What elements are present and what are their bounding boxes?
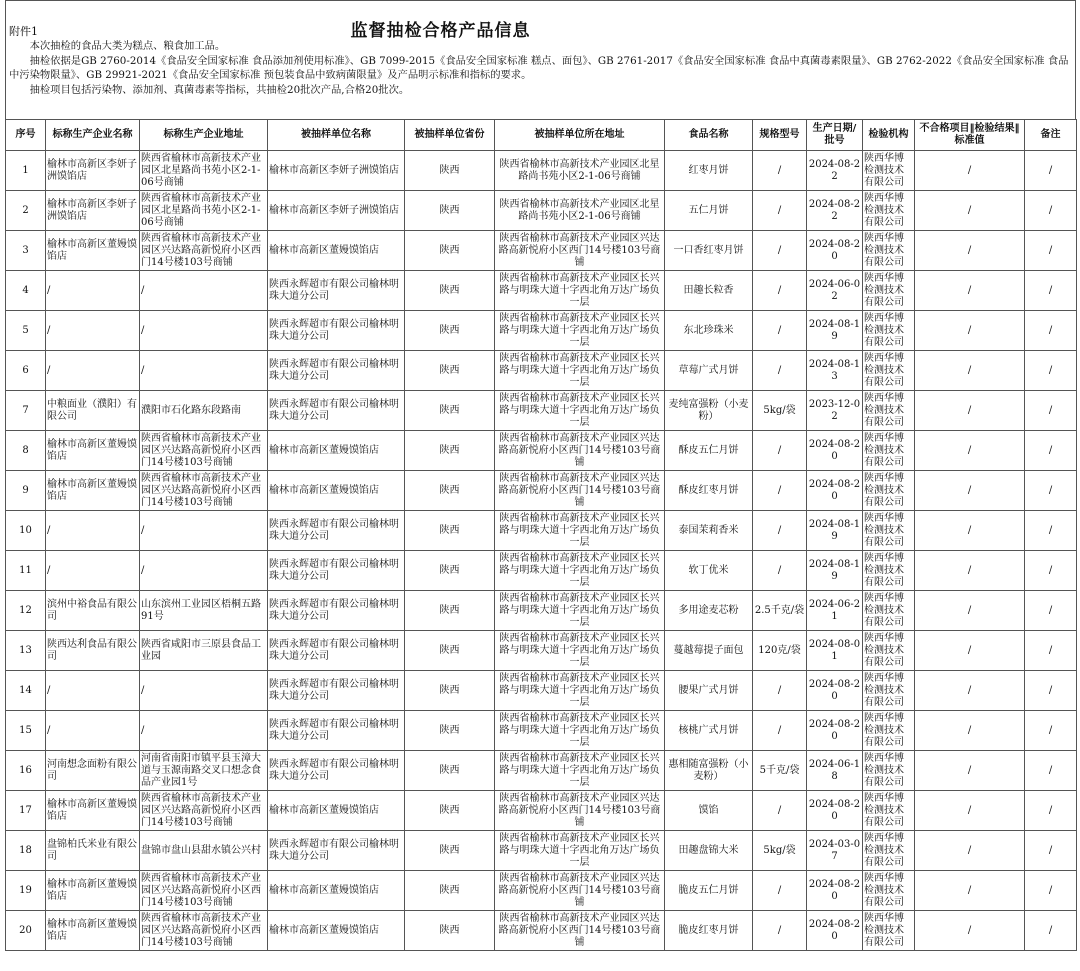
table-cell: 陕西华博检测技术有限公司 [863, 231, 915, 271]
table-cell: 榆林市高新区董嫚馍馅店 [268, 871, 405, 911]
table-cell: 榆林市高新区董嫚馍馅店 [268, 231, 405, 271]
table-cell: / [915, 671, 1025, 711]
table-cell: / [915, 431, 1025, 471]
table-row [6, 231, 1077, 271]
table-cell: 陕西 [405, 231, 495, 271]
column-header: 生产日期/批号 [807, 120, 863, 151]
table-cell: 多用途麦芯粉 [665, 591, 753, 631]
table-cell: / [140, 351, 268, 391]
table-cell: 2024-08-20 [807, 711, 863, 751]
table-cell: 核桃广式月饼 [665, 711, 753, 751]
table-cell: / [915, 471, 1025, 511]
annex-label: 附件1 [9, 25, 38, 38]
table-cell: 2024-08-19 [807, 511, 863, 551]
table-cell: 2024-08-01 [807, 631, 863, 671]
table-cell: 陕西省榆林市高新技术产业园区长兴路与明珠大道十字西北角万达广场负一层 [495, 751, 665, 791]
table-cell: 陕西 [405, 271, 495, 311]
column-header: 备注 [1025, 120, 1077, 151]
table-cell: 脆皮五仁月饼 [665, 871, 753, 911]
table-cell: 陕西省榆林市高新技术产业园区兴达路高新悦府小区西门14号楼103号商铺 [140, 231, 268, 271]
table-cell: / [46, 351, 140, 391]
table-cell: / [1025, 871, 1077, 911]
table-cell: / [46, 271, 140, 311]
table-cell: 陕西华博检测技术有限公司 [863, 871, 915, 911]
table-cell: 酥皮五仁月饼 [665, 431, 753, 471]
table-cell: 泰国茉莉香米 [665, 511, 753, 551]
table-cell: 19 [6, 871, 46, 911]
table-cell: / [140, 551, 268, 591]
table-cell: 山东滨州工业园区梧桐五路91号 [140, 591, 268, 631]
table-cell: 陕西永辉超市有限公司榆林明珠大道分公司 [268, 671, 405, 711]
table-cell: 红枣月饼 [665, 151, 753, 191]
table-cell: 陕西 [405, 591, 495, 631]
table-cell: 陕西省榆林市高新技术产业园区长兴路与明珠大道十字西北角万达广场负一层 [495, 351, 665, 391]
table-cell: / [1025, 391, 1077, 431]
table-cell: 陕西 [405, 871, 495, 911]
table-cell: 陕西华博检测技术有限公司 [863, 591, 915, 631]
table-cell: 9 [6, 471, 46, 511]
table-cell: 陕西省榆林市高新技术产业园区长兴路与明珠大道十字西北角万达广场负一层 [495, 631, 665, 671]
table-cell: 2023-12-02 [807, 391, 863, 431]
table-cell: 陕西 [405, 911, 495, 951]
table-cell: 陕西华博检测技术有限公司 [863, 551, 915, 591]
table-cell: 榆林市高新区董嫚馍馅店 [46, 231, 140, 271]
table-cell: 陕西省榆林市高新技术产业园区长兴路与明珠大道十字西北角万达广场负一层 [495, 831, 665, 871]
table-cell: / [915, 351, 1025, 391]
intro-line: 抽检依据是GB 2760-2014《食品安全国家标准 食品添加剂使用标准》、GB 7099-2015《食品安全国家标准 糕点、面包》、GB 2761-2017《食品安全国家标准 食品中真菌毒素限量》、GB 2762-2022《食品安全国家标准 食品中污染物限量》、GB 29921-2021《食品安全国家标准 预包装食品中致病菌限量》及产品明示标准和指标的要求。 [9, 54, 1069, 82]
table-cell: / [753, 551, 807, 591]
table-cell: 陕西 [405, 351, 495, 391]
table-cell: 16 [6, 751, 46, 791]
table-cell: 2024-08-20 [807, 911, 863, 951]
table-cell: 2024-06-02 [807, 271, 863, 311]
table-row [6, 191, 1077, 231]
table-row [6, 151, 1077, 191]
table-cell: / [915, 631, 1025, 671]
table-cell: / [46, 511, 140, 551]
table-cell: / [1025, 791, 1077, 831]
table-cell: 盘锦柏氏米业有限公司 [46, 831, 140, 871]
table-cell: 2024-06-21 [807, 591, 863, 631]
table-cell: 麦纯富强粉（小麦粉） [665, 391, 753, 431]
table-cell: 2024-08-20 [807, 231, 863, 271]
table-cell: / [753, 711, 807, 751]
table-cell: 软丁优米 [665, 551, 753, 591]
table-cell: 120克/袋 [753, 631, 807, 671]
column-header: 不合格项目‖检验结果‖标准值 [915, 120, 1025, 151]
table-cell: 6 [6, 351, 46, 391]
table-cell: 陕西华博检测技术有限公司 [863, 471, 915, 511]
table-cell: 榆林市高新区董嫚馍馅店 [268, 791, 405, 831]
table-cell: 陕西省榆林市高新技术产业园区长兴路与明珠大道十字西北角万达广场负一层 [495, 711, 665, 751]
table-cell: / [753, 191, 807, 231]
table-cell: 陕西华博检测技术有限公司 [863, 911, 915, 951]
table-cell: 濮阳市石化路东段路南 [140, 391, 268, 431]
table-cell: 盘锦市盘山县甜水镇公兴村 [140, 831, 268, 871]
table-cell: 陕西 [405, 311, 495, 351]
table-cell: 五仁月饼 [665, 191, 753, 231]
table-cell: / [915, 391, 1025, 431]
table-cell: / [1025, 671, 1077, 711]
table-cell: 榆林市高新区李妍子洲馍馅店 [268, 151, 405, 191]
table-cell: 陕西 [405, 471, 495, 511]
table-cell: / [1025, 591, 1077, 631]
table-cell: 陕西 [405, 631, 495, 671]
table-cell: / [915, 711, 1025, 751]
table-cell: 7 [6, 391, 46, 431]
intro-line: 抽检项目包括污染物、添加剂、真菌毒素等指标，共抽检20批次产品,合格20批次。 [29, 83, 410, 96]
column-header: 规格型号 [753, 120, 807, 151]
table-cell: 陕西省榆林市高新技术产业园区兴达路高新悦府小区西门14号楼103号商铺 [495, 231, 665, 271]
table-cell: / [753, 471, 807, 511]
table-cell: / [1025, 551, 1077, 591]
table-cell: / [140, 711, 268, 751]
table-cell: 1 [6, 151, 46, 191]
table-cell: 陕西省榆林市高新技术产业园区兴达路高新悦府小区西门14号楼103号商铺 [140, 471, 268, 511]
table-row [6, 471, 1077, 511]
table-cell: 陕西省榆林市高新技术产业园区兴达路高新悦府小区西门14号楼103号商铺 [495, 791, 665, 831]
table-cell: / [915, 191, 1025, 231]
table-cell: 陕西 [405, 751, 495, 791]
table-cell: 3 [6, 231, 46, 271]
table-cell: 陕西省榆林市高新技术产业园区北星路尚书苑小区2-1-06号商铺 [140, 151, 268, 191]
column-header: 标称生产企业地址 [140, 120, 268, 151]
table-cell: / [915, 511, 1025, 551]
table-cell: / [915, 591, 1025, 631]
table-row [6, 711, 1077, 751]
table-cell: 榆林市高新区董嫚馍馅店 [46, 871, 140, 911]
table-cell: 陕西 [405, 671, 495, 711]
table-cell: 陕西省咸阳市三原县食品工业园 [140, 631, 268, 671]
table-cell: / [1025, 911, 1077, 951]
table-cell: 陕西省榆林市高新技术产业园区兴达路高新悦府小区西门14号楼103号商铺 [140, 871, 268, 911]
table-cell: 陕西省榆林市高新技术产业园区兴达路高新悦府小区西门14号楼103号商铺 [495, 871, 665, 911]
table-cell: 陕西永辉超市有限公司榆林明珠大道分公司 [268, 271, 405, 311]
table-cell: 田趣盘锦大米 [665, 831, 753, 871]
table-cell: 2024-08-20 [807, 431, 863, 471]
table-cell: 2024-08-20 [807, 671, 863, 711]
table-cell: / [915, 831, 1025, 871]
table-cell: 5kg/袋 [753, 391, 807, 431]
table-cell: / [140, 311, 268, 351]
intro-text [9, 39, 1072, 97]
table-cell: 榆林市高新区董嫚馍馅店 [268, 911, 405, 951]
table-cell: / [1025, 831, 1077, 871]
table-cell: 2 [6, 191, 46, 231]
table-cell: 陕西省榆林市高新技术产业园区长兴路与明珠大道十字西北角万达广场负一层 [495, 271, 665, 311]
table-cell: 陕西省榆林市高新技术产业园区北星路尚书苑小区2-1-06号商铺 [140, 191, 268, 231]
table-cell: 陕西 [405, 551, 495, 591]
table-cell: 腰果广式月饼 [665, 671, 753, 711]
table-cell: 陕西华博检测技术有限公司 [863, 671, 915, 711]
table-cell: 陕西华博检测技术有限公司 [863, 351, 915, 391]
table-cell: 13 [6, 631, 46, 671]
table-cell: / [1025, 151, 1077, 191]
table-cell: 陕西省榆林市高新技术产业园区兴达路高新悦府小区西门14号楼103号商铺 [140, 911, 268, 951]
table-cell: 陕西省榆林市高新技术产业园区长兴路与明珠大道十字西北角万达广场负一层 [495, 551, 665, 591]
table-cell: / [753, 311, 807, 351]
table-cell: 陕西华博检测技术有限公司 [863, 391, 915, 431]
table-cell: 陕西省榆林市高新技术产业园区长兴路与明珠大道十字西北角万达广场负一层 [495, 671, 665, 711]
table-cell: 陕西永辉超市有限公司榆林明珠大道分公司 [268, 511, 405, 551]
table-cell: 陕西华博检测技术有限公司 [863, 631, 915, 671]
table-cell: 榆林市高新区董嫚馍馅店 [268, 471, 405, 511]
table-cell: 榆林市高新区董嫚馍馅店 [268, 431, 405, 471]
table-cell: 陕西永辉超市有限公司榆林明珠大道分公司 [268, 591, 405, 631]
table-cell: 陕西永辉超市有限公司榆林明珠大道分公司 [268, 551, 405, 591]
table-cell: / [46, 551, 140, 591]
table-cell: / [46, 711, 140, 751]
table-cell: 陕西省榆林市高新技术产业园区北星路尚书苑小区2-1-06号商铺 [495, 191, 665, 231]
table-cell: / [1025, 311, 1077, 351]
column-header: 被抽样单位名称 [268, 120, 405, 151]
table-row [6, 511, 1077, 551]
table-cell: 2024-08-20 [807, 471, 863, 511]
table-cell: 2024-08-20 [807, 871, 863, 911]
table-row [6, 831, 1077, 871]
table-cell: / [753, 431, 807, 471]
table-cell: 18 [6, 831, 46, 871]
table-cell: 榆林市高新区董嫚馍馅店 [46, 471, 140, 511]
table-row [6, 791, 1077, 831]
table-cell: 河南想念面粉有限公司 [46, 751, 140, 791]
table-cell: 榆林市高新区董嫚馍馅店 [46, 791, 140, 831]
table-cell: 榆林市高新区李妍子洲馍馅店 [46, 151, 140, 191]
table-cell: 陕西省榆林市高新技术产业园区兴达路高新悦府小区西门14号楼103号商铺 [495, 471, 665, 511]
table-cell: 2024-08-22 [807, 191, 863, 231]
table-cell: 11 [6, 551, 46, 591]
table-cell: 陕西 [405, 831, 495, 871]
table-cell: / [915, 311, 1025, 351]
table-row [6, 391, 1077, 431]
table-cell: 陕西华博检测技术有限公司 [863, 831, 915, 871]
table-cell: 5kg/袋 [753, 831, 807, 871]
table-cell: / [915, 271, 1025, 311]
table-cell: / [915, 911, 1025, 951]
table-cell: 滨州中裕食品有限公司 [46, 591, 140, 631]
table-cell: 10 [6, 511, 46, 551]
table-cell: / [1025, 351, 1077, 391]
table-cell: 陕西省榆林市高新技术产业园区兴达路高新悦府小区西门14号楼103号商铺 [495, 431, 665, 471]
table-cell: 中粮面业（濮阳）有限公司 [46, 391, 140, 431]
document-header [5, 0, 1076, 119]
table-cell: 陕西永辉超市有限公司榆林明珠大道分公司 [268, 831, 405, 871]
table-row [6, 671, 1077, 711]
table-cell: 陕西华博检测技术有限公司 [863, 431, 915, 471]
table-cell: / [915, 871, 1025, 911]
table-cell: 2024-08-13 [807, 351, 863, 391]
table-cell: 陕西省榆林市高新技术产业园区长兴路与明珠大道十字西北角万达广场负一层 [495, 591, 665, 631]
table-cell: / [140, 671, 268, 711]
table-cell: 榆林市高新区董嫚馍馅店 [46, 911, 140, 951]
table-cell: 草莓广式月饼 [665, 351, 753, 391]
table-cell: 陕西 [405, 431, 495, 471]
table-header-row [6, 120, 1077, 151]
table-cell: / [753, 231, 807, 271]
table-cell: 陕西华博检测技术有限公司 [863, 511, 915, 551]
table-cell: 东北珍珠米 [665, 311, 753, 351]
table-cell: 陕西达利食品有限公司 [46, 631, 140, 671]
table-cell: 4 [6, 271, 46, 311]
table-cell: / [915, 551, 1025, 591]
table-cell: 陕西华博检测技术有限公司 [863, 151, 915, 191]
column-header: 食品名称 [665, 120, 753, 151]
table-cell: / [1025, 191, 1077, 231]
table-cell: 陕西华博检测技术有限公司 [863, 791, 915, 831]
table-cell: 陕西永辉超市有限公司榆林明珠大道分公司 [268, 311, 405, 351]
table-cell: 陕西永辉超市有限公司榆林明珠大道分公司 [268, 711, 405, 751]
table-cell: 2024-08-19 [807, 311, 863, 351]
table-cell: 陕西省榆林市高新技术产业园区长兴路与明珠大道十字西北角万达广场负一层 [495, 511, 665, 551]
page-title: 监督抽检合格产品信息 [350, 21, 531, 41]
table-cell: 河南省南阳市镇平县玉漳大道与玉源南路交叉口想念食品产业园1号 [140, 751, 268, 791]
table-cell: 一口香红枣月饼 [665, 231, 753, 271]
table-cell: 陕西 [405, 191, 495, 231]
table-cell: 15 [6, 711, 46, 751]
table-cell: 陕西华博检测技术有限公司 [863, 271, 915, 311]
table-cell: 榆林市高新区李妍子洲馍馅店 [46, 191, 140, 231]
table-cell: 榆林市高新区董嫚馍馅店 [46, 431, 140, 471]
table-cell: 蔓越莓提子面包 [665, 631, 753, 671]
table-cell: / [915, 791, 1025, 831]
column-header: 检验机构 [863, 120, 915, 151]
table-cell: / [140, 511, 268, 551]
table-cell: 脆皮红枣月饼 [665, 911, 753, 951]
table-cell: 陕西永辉超市有限公司榆林明珠大道分公司 [268, 631, 405, 671]
table-cell: / [753, 871, 807, 911]
table-cell: 陕西省榆林市高新技术产业园区北星路尚书苑小区2-1-06号商铺 [495, 151, 665, 191]
table-cell: 陕西华博检测技术有限公司 [863, 711, 915, 751]
table-row [6, 871, 1077, 911]
table-cell: 8 [6, 431, 46, 471]
table-cell: 馍馅 [665, 791, 753, 831]
table-cell: / [753, 351, 807, 391]
table-cell: 2024-08-20 [807, 791, 863, 831]
table-cell: 陕西华博检测技术有限公司 [863, 191, 915, 231]
column-header: 序号 [6, 120, 46, 151]
table-cell: 17 [6, 791, 46, 831]
intro-line: 本次抽检的食品大类为糕点、粮食加工品。 [29, 40, 226, 52]
table-cell: 陕西永辉超市有限公司榆林明珠大道分公司 [268, 351, 405, 391]
column-header: 被抽样单位省份 [405, 120, 495, 151]
table-body [6, 151, 1077, 951]
table-cell: 陕西永辉超市有限公司榆林明珠大道分公司 [268, 391, 405, 431]
table-row [6, 911, 1077, 951]
table-cell: 5千克/袋 [753, 751, 807, 791]
column-header: 被抽样单位所在地址 [495, 120, 665, 151]
table-row [6, 551, 1077, 591]
table-cell: 2024-08-19 [807, 551, 863, 591]
table-cell: / [1025, 631, 1077, 671]
table-cell: / [753, 791, 807, 831]
table-cell: / [753, 671, 807, 711]
table-cell: 2024-03-07 [807, 831, 863, 871]
table-cell: 20 [6, 911, 46, 951]
table-cell: 陕西华博检测技术有限公司 [863, 751, 915, 791]
table-cell: / [1025, 231, 1077, 271]
table-cell: 陕西 [405, 511, 495, 551]
table-row [6, 631, 1077, 671]
table-cell: / [1025, 511, 1077, 551]
table-row [6, 431, 1077, 471]
table-cell: 2024-08-22 [807, 151, 863, 191]
table-cell: 酥皮红枣月饼 [665, 471, 753, 511]
table-row [6, 591, 1077, 631]
table-cell: 榆林市高新区李妍子洲馍馅店 [268, 191, 405, 231]
table-row [6, 351, 1077, 391]
table-cell: 陕西永辉超市有限公司榆林明珠大道分公司 [268, 751, 405, 791]
table-cell: 陕西 [405, 711, 495, 751]
table-cell: / [46, 671, 140, 711]
table-cell: 5 [6, 311, 46, 351]
table-cell: / [753, 511, 807, 551]
table-cell: / [915, 751, 1025, 791]
table-cell: 2024-06-18 [807, 751, 863, 791]
table-row [6, 271, 1077, 311]
results-table [5, 119, 1077, 951]
column-header: 标称生产企业名称 [46, 120, 140, 151]
table-cell: / [753, 911, 807, 951]
table-row [6, 311, 1077, 351]
table-cell: / [1025, 711, 1077, 751]
table-cell: 陕西 [405, 391, 495, 431]
table-cell: / [1025, 751, 1077, 791]
table-cell: / [753, 271, 807, 311]
table-cell: 陕西华博检测技术有限公司 [863, 311, 915, 351]
table-cell: 14 [6, 671, 46, 711]
table-cell: / [753, 151, 807, 191]
table-cell: / [1025, 271, 1077, 311]
table-cell: 陕西 [405, 791, 495, 831]
table-cell: 田趣长粒香 [665, 271, 753, 311]
table-cell: 陕西 [405, 151, 495, 191]
table-cell: / [915, 151, 1025, 191]
table-cell: 陕西省榆林市高新技术产业园区兴达路高新悦府小区西门14号楼103号商铺 [140, 791, 268, 831]
table-cell: 12 [6, 591, 46, 631]
table-row [6, 751, 1077, 791]
table-cell: 2.5千克/袋 [753, 591, 807, 631]
table-cell: 陕西省榆林市高新技术产业园区长兴路与明珠大道十字西北角万达广场负一层 [495, 391, 665, 431]
table-cell: 惠相随富强粉（小麦粉） [665, 751, 753, 791]
table-cell: / [140, 271, 268, 311]
table-cell: 陕西省榆林市高新技术产业园区兴达路高新悦府小区西门14号楼103号商铺 [140, 431, 268, 471]
table-cell: / [1025, 431, 1077, 471]
table-cell: / [46, 311, 140, 351]
table-cell: 陕西省榆林市高新技术产业园区兴达路高新悦府小区西门14号楼103号商铺 [495, 911, 665, 951]
table-cell: / [915, 231, 1025, 271]
table-cell: / [1025, 471, 1077, 511]
table-cell: 陕西省榆林市高新技术产业园区长兴路与明珠大道十字西北角万达广场负一层 [495, 311, 665, 351]
